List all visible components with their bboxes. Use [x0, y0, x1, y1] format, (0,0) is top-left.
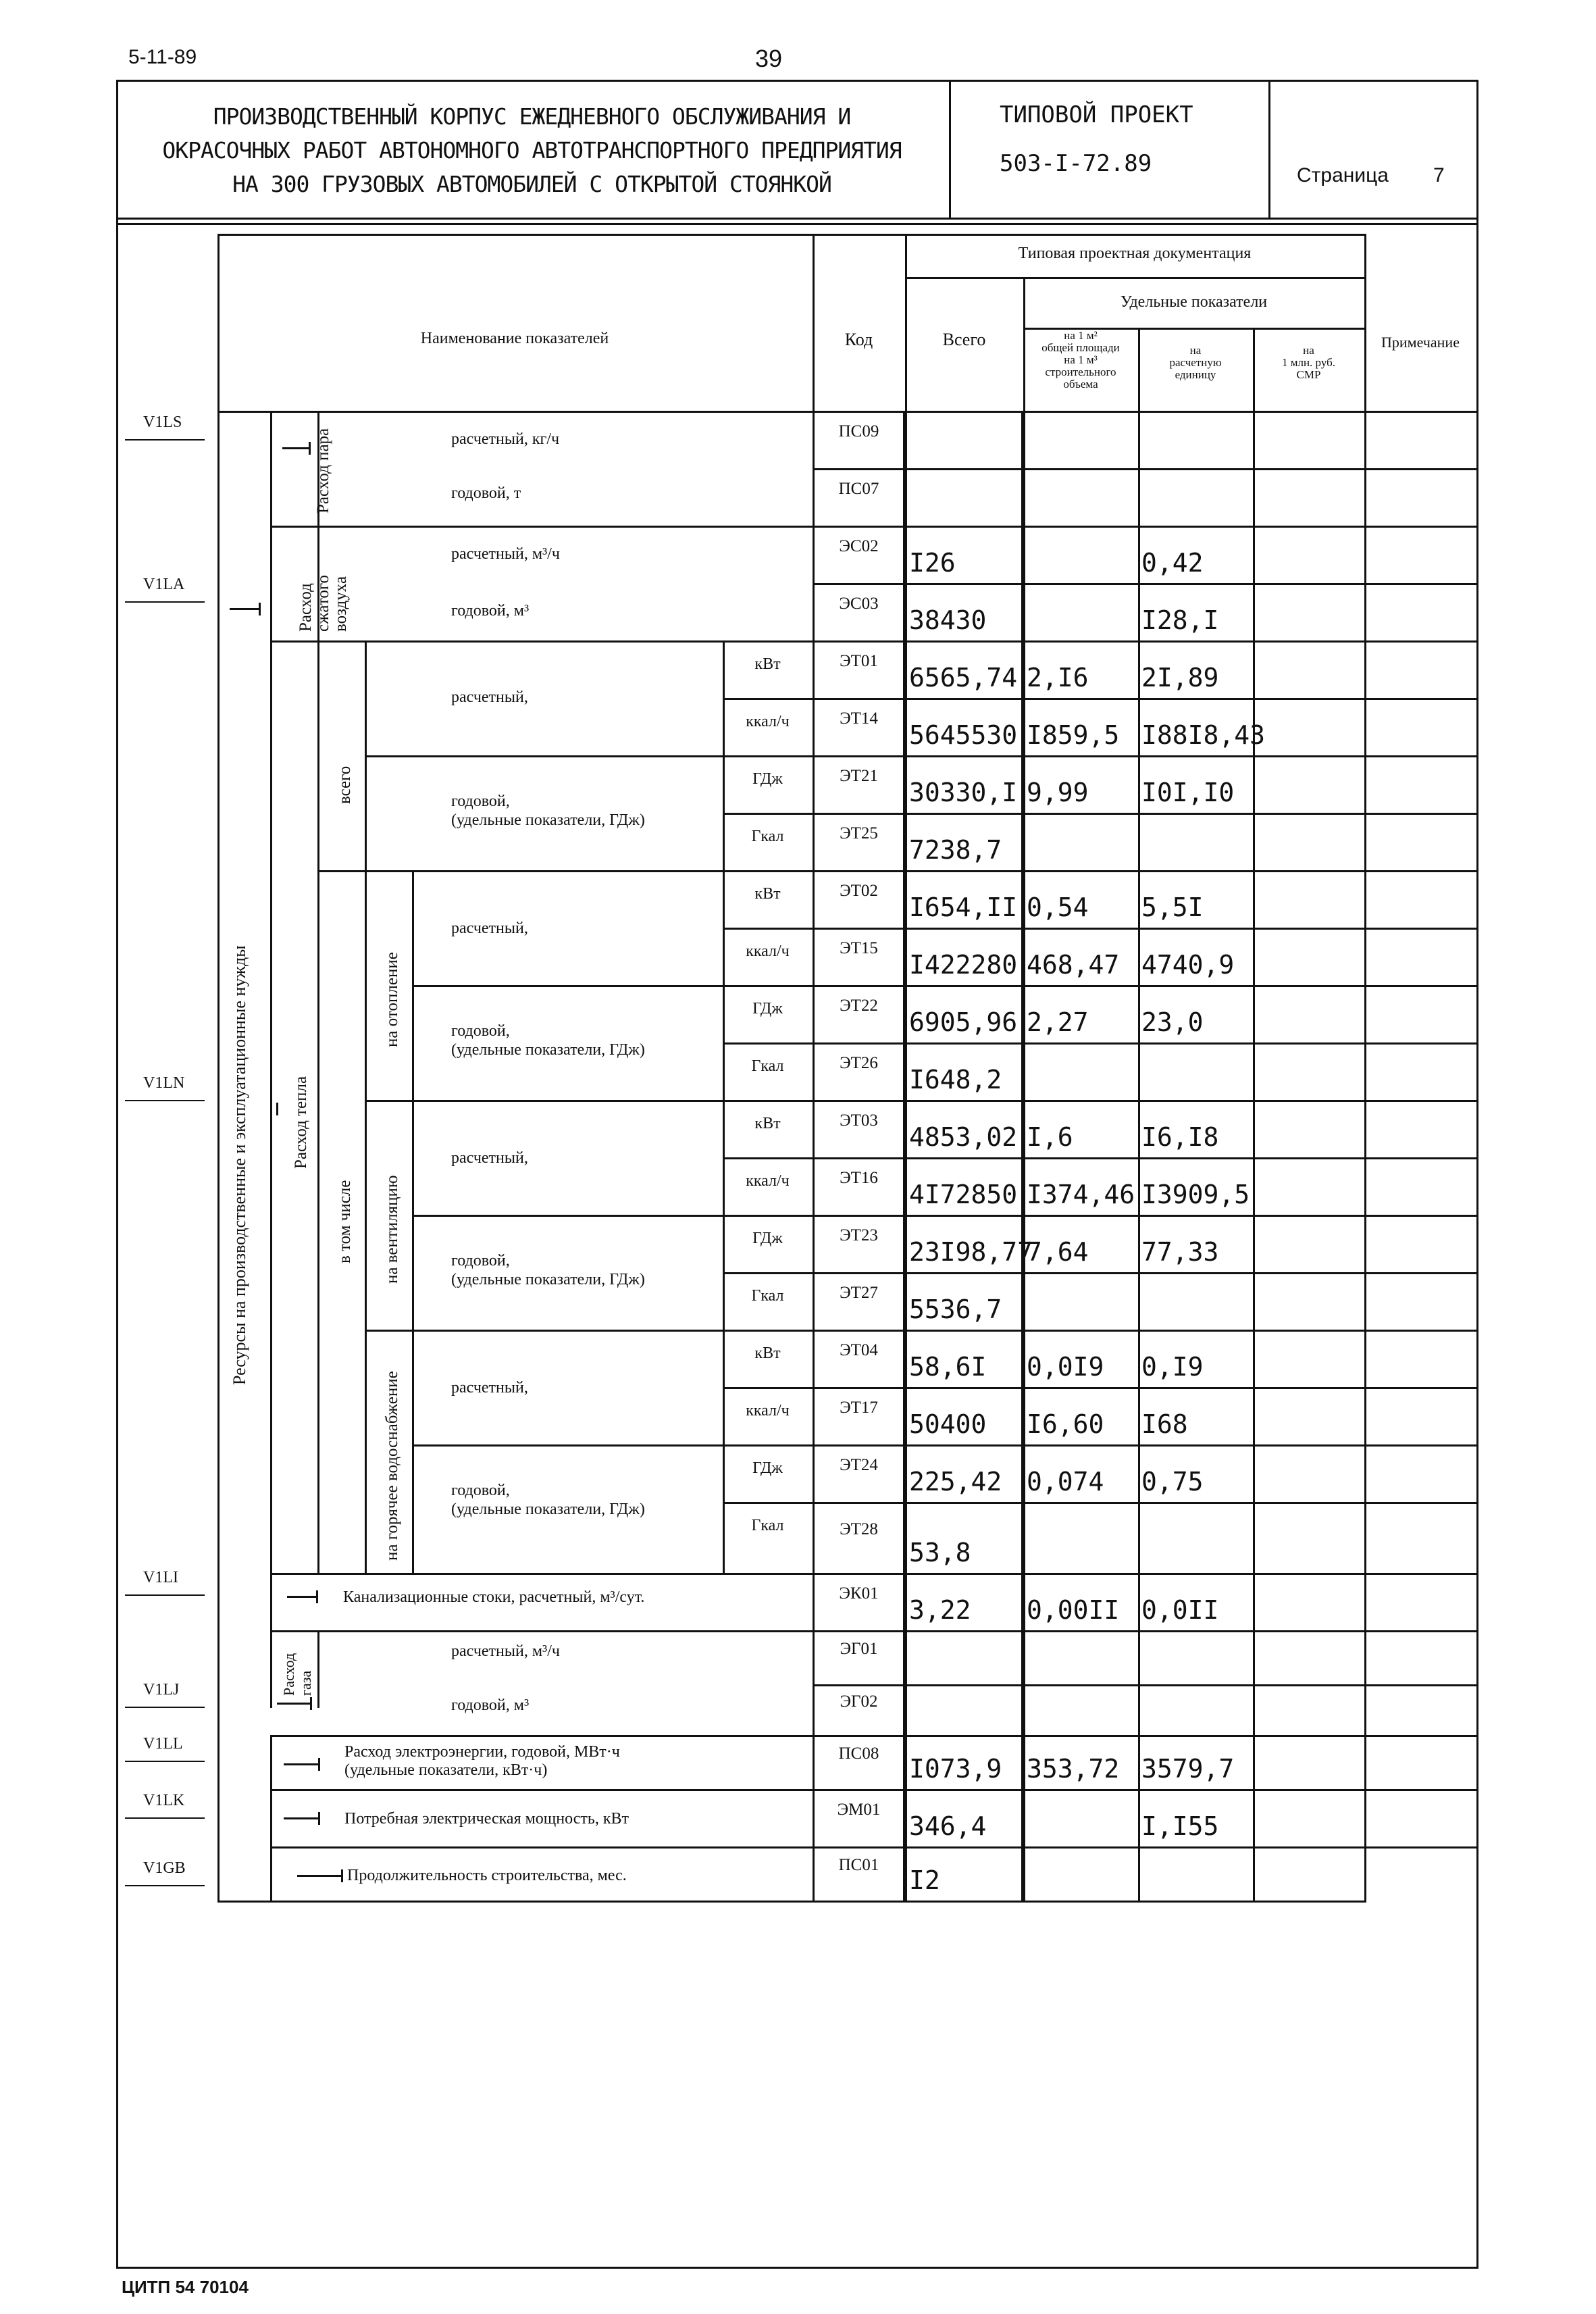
unit-label: ккал/ч	[746, 1402, 790, 1419]
label-vent-calc: расчетный,	[451, 1149, 528, 1167]
unit-label: ГДж	[752, 1000, 783, 1017]
unit-label: Гкал	[751, 1287, 784, 1305]
col-per-m2-header: на 1 м² общей площади на 1 м³ строительного объема	[1041, 329, 1120, 391]
unit-label: кВт	[754, 655, 781, 673]
page-label: Страница	[1297, 164, 1389, 186]
cell-m2: 353,72	[1027, 1754, 1120, 1784]
unit-label: ккал/ч	[746, 713, 790, 730]
cell-total: I648,2	[909, 1065, 1002, 1095]
unit-label: Гкал	[751, 828, 784, 845]
cell-total: 4853,02	[909, 1122, 1018, 1152]
unit-label: ГДж	[752, 1230, 783, 1247]
group-heat-incl: в том числе	[336, 1180, 354, 1263]
cell-code: ЭТ16	[840, 1169, 878, 1187]
cell-unit: 2I,89	[1141, 663, 1219, 693]
cell-total: I2	[909, 1865, 940, 1895]
footer-code: ЦИТП 54 70104	[122, 2277, 249, 2297]
cell-code: ПС01	[838, 1856, 879, 1874]
cell-code: ЭК01	[839, 1584, 879, 1603]
cell-m2: I374,46	[1027, 1180, 1135, 1209]
project-label: ТИПОВОЙ ПРОЕКТ	[1000, 101, 1193, 128]
label-gas-calc: расчетный, м³/ч	[451, 1642, 560, 1660]
cell-code: ЭТ26	[840, 1054, 878, 1072]
title-line-2: ОКРАСОЧНЫХ РАБОТ АВТОНОМНОГО АВТОТРАНСПОРТНОГО ПРЕДПРИЯТИЯ	[162, 137, 902, 164]
cell-code: ЭТ17	[840, 1399, 878, 1417]
cell-total: 4I72850	[909, 1180, 1018, 1209]
cell-m2: 2,I6	[1027, 663, 1089, 693]
group-gas: Расход газа	[280, 1653, 314, 1696]
cell-code: ЭТ01	[840, 652, 878, 670]
col-note-header: Примечание	[1381, 334, 1460, 351]
cell-unit: 23,0	[1141, 1007, 1204, 1037]
cell-code: ЭТ27	[840, 1284, 878, 1302]
cell-code: ПС07	[838, 480, 879, 498]
cell-unit: I6,I8	[1141, 1122, 1219, 1152]
cell-m2: 7,64	[1027, 1237, 1089, 1267]
marker-label: V1LN	[143, 1074, 185, 1092]
cell-total: 23I98,77	[909, 1237, 1033, 1267]
cell-unit: I,I55	[1141, 1811, 1219, 1841]
label-air-year: годовой, м³	[451, 602, 530, 620]
cell-total: 5536,7	[909, 1294, 1002, 1324]
cell-total: 50400	[909, 1409, 987, 1439]
col-per-mln-header: на 1 млн. руб. СМР	[1281, 344, 1336, 381]
marker-label: V1LK	[143, 1792, 185, 1809]
unit-label: кВт	[754, 885, 781, 903]
cell-unit: 0,I9	[1141, 1352, 1204, 1382]
cell-m2: I,6	[1027, 1122, 1073, 1152]
cell-m2: I6,60	[1027, 1409, 1104, 1439]
cell-total: 225,42	[909, 1467, 1002, 1496]
label-heating-calc: расчетный,	[451, 920, 528, 937]
group-hot-water: на горячее водоснабжение	[383, 1371, 401, 1561]
cell-total: 6565,74	[909, 663, 1018, 693]
cell-total: 53,8	[909, 1538, 971, 1567]
unit-label: Гкал	[751, 1057, 784, 1075]
cell-total: 6905,96	[909, 1007, 1018, 1037]
cell-m2: 468,47	[1027, 950, 1120, 980]
cell-code: ЭС02	[839, 537, 879, 555]
marker-label: V1LL	[143, 1735, 183, 1753]
cell-unit: 3579,7	[1141, 1754, 1235, 1784]
col-code-header: Код	[844, 330, 873, 349]
label-gas-year: годовой, м³	[451, 1696, 530, 1714]
cell-total: 58,6I	[909, 1352, 987, 1382]
cell-m2: 0,074	[1027, 1467, 1104, 1496]
label-electro: Расход электроэнергии, годовой, МВт·ч (удельные показатели, кВт·ч)	[344, 1743, 620, 1779]
unit-label: ккал/ч	[746, 942, 790, 960]
cell-m2: 0,00II	[1027, 1595, 1120, 1625]
group-heating: на отопление	[383, 952, 401, 1047]
col-per-unit-header: на расчетную единицу	[1169, 344, 1222, 381]
title-line-1: ПРОИЗВОДСТВЕННЫЙ КОРПУС ЕЖЕДНЕВНОГО ОБСЛУЖИВАНИЯ И	[213, 103, 851, 130]
cell-total: 3,22	[909, 1595, 971, 1625]
group-air: Расход сжатого воздуха	[297, 574, 350, 632]
unit-label: ГДж	[752, 1459, 783, 1477]
cell-code: ЭТ24	[840, 1456, 878, 1474]
cell-unit: 0,75	[1141, 1467, 1204, 1496]
col-total-header: Всего	[942, 330, 986, 349]
title-block	[122, 100, 942, 201]
cell-total: 30330,I	[909, 778, 1018, 807]
label-vent-year: годовой, (удельные показатели, ГДж)	[451, 1252, 645, 1288]
unit-label: ГДж	[752, 770, 783, 788]
marker-label: V1LI	[143, 1569, 178, 1586]
cell-unit: 0,42	[1141, 548, 1204, 578]
label-hotwater-calc: расчетный,	[451, 1379, 528, 1397]
cell-total: 5645530	[909, 720, 1018, 750]
unit-label: ккал/ч	[746, 1172, 790, 1190]
project-code: 503-I-72.89	[1000, 150, 1152, 177]
cell-code: ЭТ03	[840, 1111, 878, 1130]
group-ventilation: на вентиляцию	[383, 1175, 401, 1284]
label-heat-total-year: годовой, (удельные показатели, ГДж)	[451, 793, 645, 829]
cell-unit: I3909,5	[1141, 1180, 1250, 1209]
cell-unit: 4740,9	[1141, 950, 1235, 980]
cell-unit: I88I8,43	[1141, 720, 1266, 750]
cell-code: ЭГ01	[840, 1640, 878, 1658]
cell-total: 346,4	[909, 1811, 987, 1841]
marker-label: V1LJ	[143, 1681, 180, 1699]
cell-unit: 77,33	[1141, 1237, 1219, 1267]
label-power: Потребная электрическая мощность, кВт	[344, 1810, 629, 1828]
cell-code: ЭТ23	[840, 1226, 878, 1244]
cell-total: 38430	[909, 605, 987, 635]
col-name-header: Наименование показателей	[420, 330, 609, 347]
cell-code: ЭТ15	[840, 939, 878, 957]
label-hotwater-year: годовой, (удельные показатели, ГДж)	[451, 1482, 645, 1518]
cell-code: ЭГ02	[840, 1692, 878, 1711]
cell-total: I26	[909, 548, 956, 578]
cell-m2: 0,0I9	[1027, 1352, 1104, 1382]
cell-code: ПС09	[838, 422, 879, 441]
label-air-calc: расчетный, м³/ч	[451, 545, 560, 563]
page-date: 5-11-89	[128, 46, 197, 68]
cell-code: ЭТ14	[840, 709, 878, 728]
cell-m2: 9,99	[1027, 778, 1089, 807]
group-heat-total: всего	[336, 765, 354, 804]
cell-total: I073,9	[909, 1754, 1002, 1784]
label-sewage: Канализационные стоки, расчетный, м³/сут.	[343, 1588, 645, 1606]
cell-m2: I859,5	[1027, 720, 1120, 750]
page-num: 7	[1433, 164, 1445, 186]
col-specific-header: Удельные показатели	[1120, 293, 1268, 311]
unit-label: Гкал	[751, 1517, 784, 1534]
marker-label: V1LS	[143, 413, 182, 431]
label-steam-year: годовой, т	[451, 484, 521, 502]
cell-code: ПС08	[838, 1744, 879, 1763]
unit-label: кВт	[754, 1344, 781, 1362]
group-steam: Расход пара	[314, 428, 332, 513]
cell-code: ЭМ01	[837, 1801, 881, 1819]
marker-label: V1GB	[143, 1859, 186, 1877]
cell-m2: 2,27	[1027, 1007, 1089, 1037]
label-duration: Продолжительность строительства, мес.	[347, 1867, 627, 1884]
label-heating-year: годовой, (удельные показатели, ГДж)	[451, 1022, 645, 1059]
page-number: 39	[755, 45, 783, 72]
cell-m2: 0,54	[1027, 892, 1089, 922]
group-resources: Ресурсы на производственные и эксплуатационные нужды	[230, 945, 249, 1385]
cell-total: I422280	[909, 950, 1018, 980]
col-doc-header: Типовая проектная документация	[1018, 245, 1252, 262]
cell-total: 7238,7	[909, 835, 1002, 865]
cell-unit: I0I,I0	[1141, 778, 1235, 807]
unit-label: кВт	[754, 1115, 781, 1132]
cell-unit: I68	[1141, 1409, 1188, 1439]
label-steam-calc: расчетный, кг/ч	[451, 430, 560, 448]
cell-total: I654,II	[909, 892, 1018, 922]
cell-code: ЭТ22	[840, 997, 878, 1015]
title-line-3: НА 300 ГРУЗОВЫХ АВТОМОБИЛЕЙ С ОТКРЫТОЙ СТОЯНКОЙ	[232, 171, 831, 197]
cell-code: ЭТ02	[840, 882, 878, 900]
cell-unit: 0,0II	[1141, 1595, 1219, 1625]
cell-code: ЭТ25	[840, 824, 878, 842]
cell-code: ЭТ21	[840, 767, 878, 785]
cell-unit: 5,5I	[1141, 892, 1204, 922]
label-heat-total-calc: расчетный,	[451, 688, 528, 706]
marker-label: V1LA	[143, 576, 185, 593]
cell-unit: I28,I	[1141, 605, 1219, 635]
cell-code: ЭТ28	[840, 1520, 878, 1538]
group-heat: Расход тепла	[292, 1076, 310, 1169]
cell-code: ЭС03	[839, 595, 879, 613]
cell-code: ЭТ04	[840, 1341, 878, 1359]
